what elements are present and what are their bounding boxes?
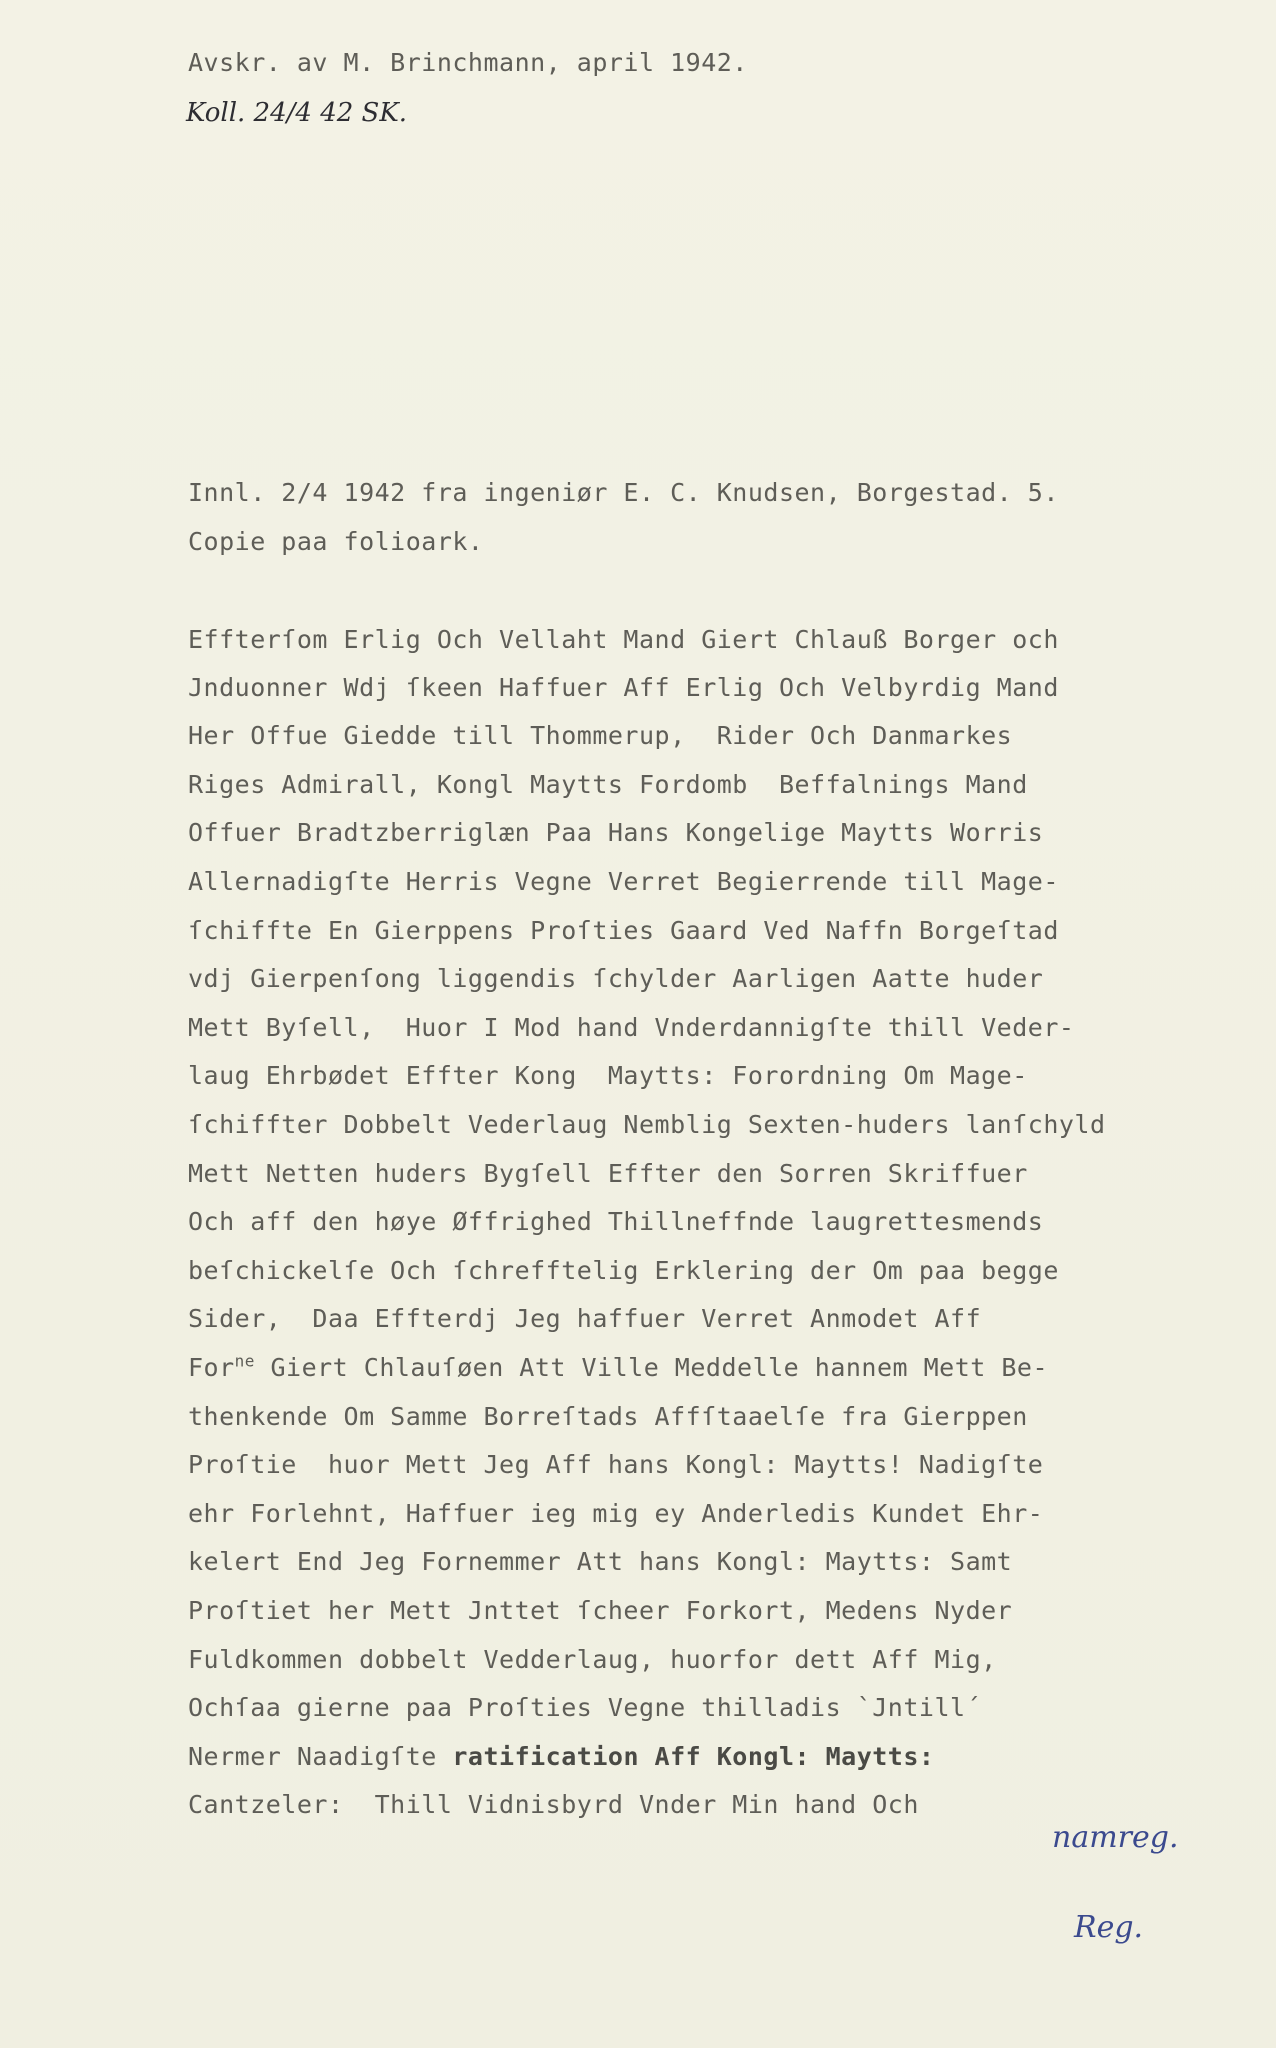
ratification-prefix: Nermer Naadigſte bbox=[188, 1742, 453, 1771]
forne-rest: Giert Chlauſøen Att Ville Meddelle hannem Mett Be- bbox=[254, 1353, 1049, 1382]
body-line: Fuldkommen dobbelt Vedderlaug, huorfor dett Aff Mig, bbox=[188, 1645, 997, 1674]
margin-note-namreg: namreg. bbox=[1052, 1820, 1179, 1855]
transcription-note: Avskr. av M. Brinchmann, april 1942. bbox=[188, 48, 748, 77]
body-line: ehr Forlehnt, Haffuer ieg mig ey Anderledis Kundet Ehr- bbox=[188, 1499, 1044, 1528]
body-line: Her Offue Giedde till Thommerup, Rider Och Danmarkes bbox=[188, 721, 1013, 750]
body-line: Proſtie huor Mett Jeg Aff hans Kongl: Maytts! Nadigſte bbox=[188, 1450, 1044, 1479]
body-line: thenkende Om Samme Borreſtads Affſtaaelſe fra Gierppen bbox=[188, 1402, 1028, 1431]
body-line: Sider, Daa Effterdj Jeg haffuer Verret Anmodet Aff bbox=[188, 1304, 982, 1333]
margin-note-reg: Reg. bbox=[1074, 1910, 1144, 1945]
body-line: laug Ehrbødet Effter Kong Maytts: Forordning Om Mage- bbox=[188, 1061, 1028, 1090]
ratification-emphasis: ratification Aff Kongl: Maytts: bbox=[452, 1742, 935, 1771]
body-line: Och aff den høye Øffrighed Thillneffnde laugrettesmends bbox=[188, 1207, 1044, 1236]
body-line-ratification bbox=[188, 1742, 934, 1772]
forne-superscript: ne bbox=[234, 1351, 255, 1371]
body-line: vdj Gierpenſong liggendis ſchylder Aarligen Aatte huder bbox=[188, 964, 1044, 993]
body-line-forne bbox=[188, 1353, 1048, 1383]
body-line: Allernadigſte Herris Vegne Verret Begierrende till Mage- bbox=[188, 867, 1059, 896]
body-line: kelert End Jeg Fornemmer Att hans Kongl: Maytts: Samt bbox=[188, 1547, 1013, 1576]
body-line: beſchickelſe Och ſchrefftelig Erklering der Om paa begge bbox=[188, 1256, 1059, 1285]
intro-line-1: Innl. 2/4 1942 fra ingeniør E. C. Knudsen, Borgestad. 5. bbox=[188, 478, 1059, 507]
handwritten-check-note: Koll. 24/4 42 SK. bbox=[186, 98, 408, 128]
body-line: Mett Netten huders Bygſell Effter den Sorren Skriffuer bbox=[188, 1159, 1028, 1188]
body-line: ſchiffter Dobbelt Vederlaug Nemblig Sexten-huders lanſchyld bbox=[188, 1110, 1106, 1139]
body-line: Effterſom Erlig Och Vellaht Mand Giert Chlauß Borger och bbox=[188, 625, 1059, 654]
body-line-last: Cantzeler: Thill Vidnisbyrd Vnder Min hand Och bbox=[188, 1790, 919, 1819]
body-line: Ochſaa gierne paa Proſties Vegne thilladis `Jntill´ bbox=[188, 1693, 982, 1722]
body-line: Mett Byſell, Huor I Mod hand Vnderdannigſte thill Veder- bbox=[188, 1013, 1075, 1042]
body-line: ſchiffte En Gierppens Proſties Gaard Ved Naffn Borgeſtad bbox=[188, 916, 1059, 945]
intro-line-2: Copie paa folioark. bbox=[188, 527, 484, 556]
body-line: Riges Admirall, Kongl Maytts Fordomb Beffalnings Mand bbox=[188, 770, 1028, 799]
body-line: Offuer Bradtzberriglæn Paa Hans Kongelige Maytts Worris bbox=[188, 818, 1044, 847]
body-line: Jnduonner Wdj ſkeen Haffuer Aff Erlig Och Velbyrdig Mand bbox=[188, 673, 1059, 702]
body-line: Proſtiet her Mett Jnttet ſcheer Forkort, Medens Nyder bbox=[188, 1596, 1013, 1625]
forne-prefix: For bbox=[188, 1353, 235, 1382]
